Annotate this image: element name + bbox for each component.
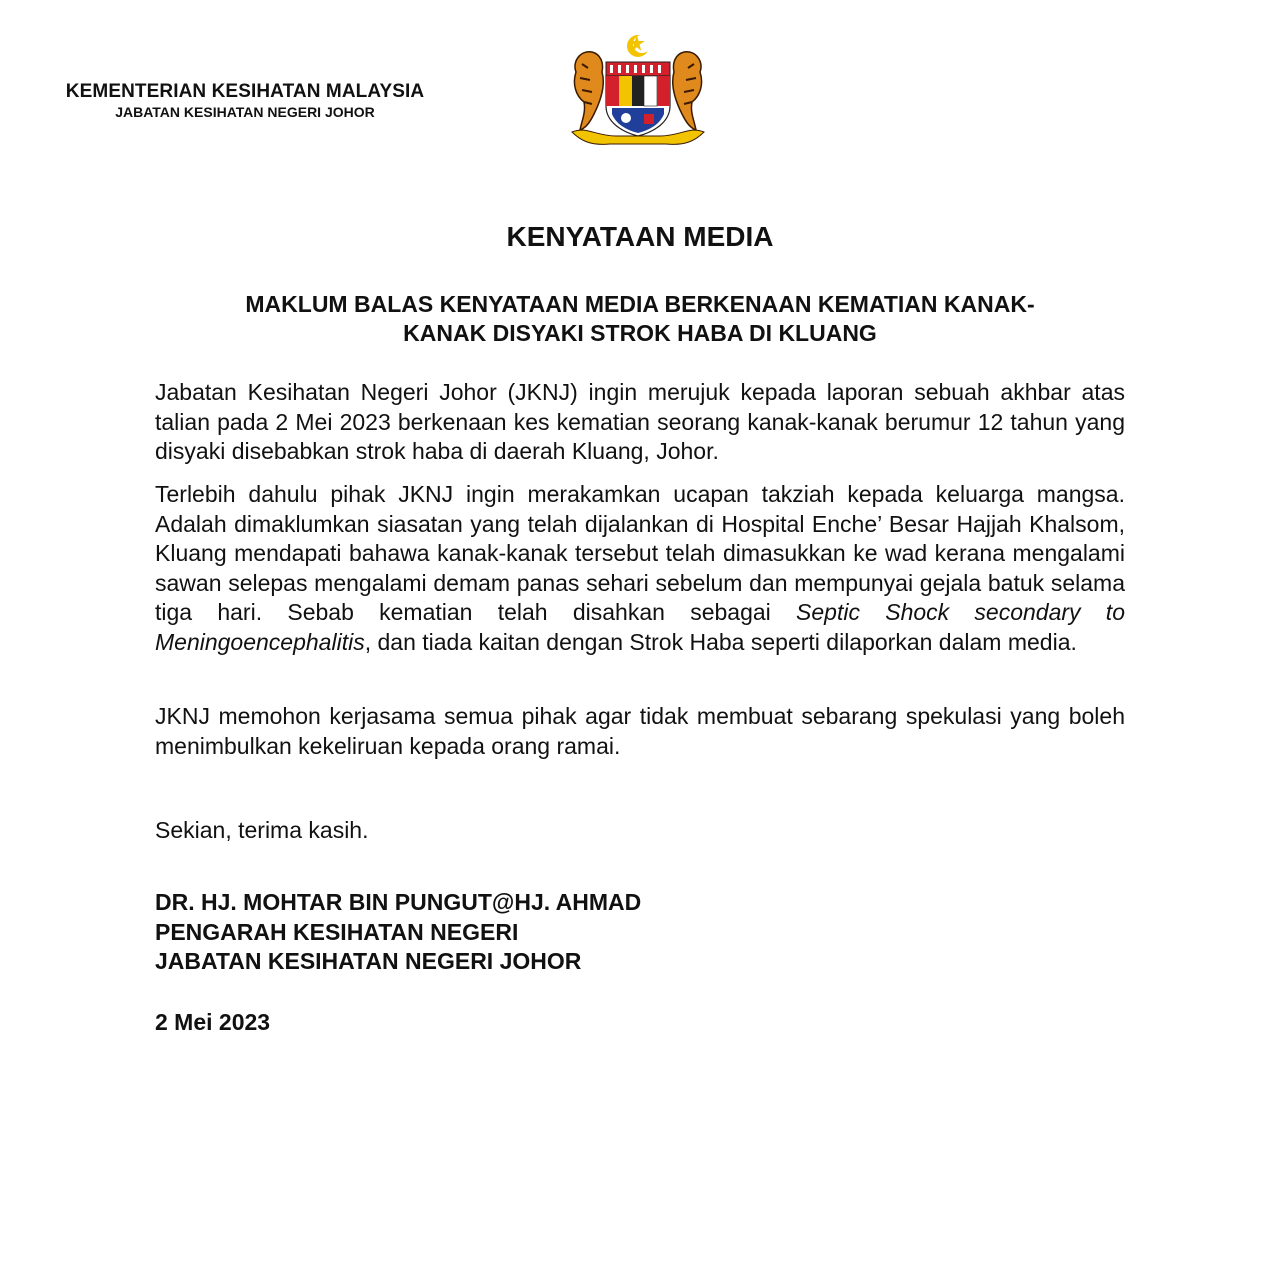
signatory-position: PENGARAH KESIHATAN NEGERI <box>155 918 519 945</box>
letterhead <box>60 81 430 121</box>
title-line-2: KANAK DISYAKI STROK HABA DI KLUANG <box>403 320 877 346</box>
statement-title <box>180 290 1100 348</box>
diagnosis-italic: Septic Shock secondary to Meningoencephalitis <box>155 599 1125 655</box>
paragraph-1: Jabatan Kesihatan Negeri Johor (JKNJ) ingin merujuk kepada laporan sebuah akhbar atas talian pada 2 Mei 2023 berkenaan kes kematian seorang kanak-kanak berumur 12 tahun yang disyaki disebabkan strok haba di daerah Kluang, Johor. <box>155 379 1125 465</box>
closing-line: Sekian, terima kasih. <box>155 817 369 843</box>
title-line-1: MAKLUM BALAS KENYATAAN MEDIA BERKENAAN KEMATIAN KANAK- <box>245 291 1035 317</box>
statement-date: 2 Mei 2023 <box>155 1009 271 1035</box>
ministry-name: KEMENTERIAN KESIHATAN MALAYSIA <box>65 81 425 102</box>
signatory-block <box>155 888 641 977</box>
signatory-department: JABATAN KESIHATAN NEGERI JOHOR <box>155 948 582 975</box>
document-type-heading: KENYATAAN MEDIA <box>506 221 774 252</box>
malaysia-coat-of-arms-icon <box>566 32 710 148</box>
paragraph-2-text-before: Terlebih dahulu pihak JKNJ ingin merakamkan ucapan takziah kepada keluarga mangsa. Adalah dimaklumkan siasatan yang telah dijalankan di Hospital Enche’ Besar Hajjah Khalsom, Kluang mendapati bahawa kanak-kanak tersebut telah dimasukkan ke wad kerana mengalami sawan selepas mengalami demam panas sehari sebelum dan mempunyai gejala batuk selama tiga hari. Sebab kematian telah disahkan sebagai <box>155 481 1125 626</box>
paragraph-3: JKNJ memohon kerjasama semua pihak agar tidak membuat sebarang spekulasi yang boleh menimbulkan kekeliruan kepada orang ramai. <box>155 703 1125 759</box>
signatory-name: DR. HJ. MOHTAR BIN PUNGUT@HJ. AHMAD <box>155 889 642 915</box>
paragraph-2-text-after: , dan tiada kaitan dengan Strok Haba seperti dilaporkan dalam media. <box>364 628 1077 655</box>
paragraph-2 <box>155 480 1125 658</box>
department-name: JABATAN KESIHATAN NEGERI JOHOR <box>115 104 375 120</box>
